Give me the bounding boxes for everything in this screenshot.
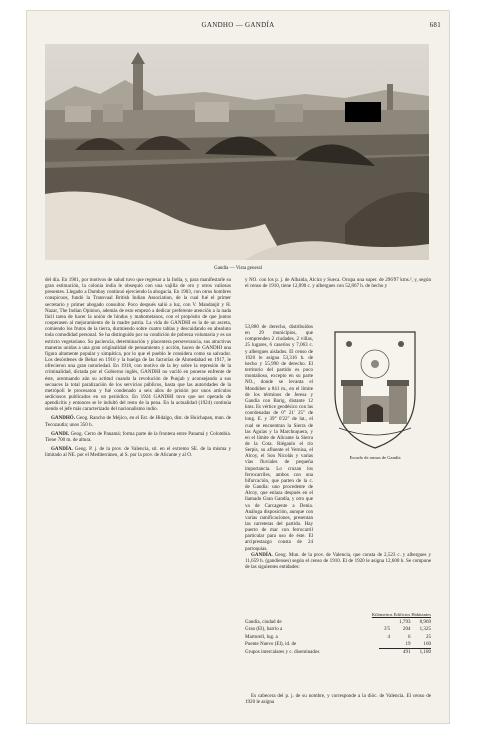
- entity-habitantes: 1,180: [411, 649, 432, 657]
- entry-gandia-partido-term: GANDÍA.: [51, 446, 73, 453]
- table-row: [245, 634, 431, 641]
- gandia-photo: [45, 44, 429, 260]
- entity-edificios: 19: [405, 640, 411, 647]
- entry-gandho-term: GANDHÓ.: [51, 415, 75, 422]
- table-row: [245, 649, 431, 657]
- entry-gandia-municipio-term: GANDÍA.: [251, 552, 273, 558]
- table-row: [245, 641, 431, 649]
- coat-of-arms-caption: Escudo de armas de Gandía: [349, 455, 401, 460]
- gandhi-biography-text: del día. En 1901, por motivos de salud tuvo que regresar a la India, y, para manifestarle su gran estimación, la colonia india le obsequió con una vajilla de oro y otros valiosos presentes. Llegado a Dumbay continuó ejerciendo la abogacía. En 1903, con otros hombres conspicuos, fundó la Transvaal British Indian Association, de la cual fué el primer secretario y primer abogado consultor. Poco después salió a luz, con V. Mandanjit y H. Nazar, The Indian Opinion, además de esto empezó a dedicar preferente atención a la nada fácil tarea de hacer la unión de hindus y mahometanos, con el propósito de que juntos cooperasen al mejoramiento de la madre patria. La vida de GANDHI es la de un asceta, comiendo los frutos de la tierra, durmiendo sobre cuatro tablas y descuidando en absoluto toda comodidad personal. Se ha distinguido por su condición de pobreza voluntaria y es un estricto vegetariano. Su paciencia, determinación y placentera perseverancia, sus atractivas maneras unidas a una gran originalidad de pensamiento y acción, hacen de GANDHI una figura altamente popular y simpática, por lo que el pueblo le considera como su salvador. Los desórdenes de Behar en 1916 y la huelga de las factorías de Ahmedabad en 1917, le ofrecieron una gran notoriedad. En 1918, con motivo de la ley sobre la represión de la criminalidad, dictada por el Gobierno inglés, GANDHI no vaciló en ponerse enfrente de éste, acentuando aún su actitud cuando la revolución de Punjab y aconsejando a sus secuaces la total paralización de los servicios públicos, hasta que las autoridades de la metrópoli le procesaron y fué condenado a seis años de prisión por unos artículos sediciosos publicados en un periódico. En 1924 GANDHI tuvo que ser operado de apendicitis y entonces se le indultó del resto de la pena. En la actualidad (1924) continúa siendo el jefe más caracterizado del nacionalismo indio.: [45, 277, 231, 413]
- gandia-photo-drawing: [45, 44, 429, 260]
- entity-name: Grao (El), barrio a: [245, 626, 283, 633]
- entity-edificios: 491: [390, 649, 410, 657]
- entity-edificios: 1,793: [399, 619, 411, 626]
- entity-name: Martorell, lug. a: [245, 633, 278, 640]
- coat-of-arms-icon: [319, 324, 431, 452]
- entry-gandho: [45, 415, 231, 427]
- entity-edificios: 204: [402, 626, 411, 633]
- entity-km: [379, 649, 390, 657]
- entry-gandi-text: Geog. Cerro de Panamá; forma parte de la frontera entre Panamá y Colombia. Tiene 700 m. de altura.: [45, 430, 231, 443]
- entry-gandia-municipio: [245, 552, 431, 570]
- entities-table: [245, 611, 431, 656]
- column-right-top: [245, 277, 431, 289]
- entity-km: 4: [387, 633, 391, 640]
- entry-gandia-partido: [45, 446, 231, 458]
- entity-edificios: 6: [407, 633, 411, 640]
- header-title: GANDHO — GANDÍA: [201, 21, 275, 29]
- page-number: 681: [429, 21, 441, 29]
- entities-table-body: [245, 619, 431, 656]
- running-header: [27, 21, 449, 33]
- column-right-bottom: [245, 693, 431, 705]
- entry-gandi: [45, 431, 231, 443]
- entity-km: [379, 641, 390, 649]
- entry-gandia-municipio-text: Geog. Mun. de la prov. de Valencia, que consta de 2,523 c. y albergues y 11,659 h. (gandienses) según el censo de 1910. El de 1920 le asigna 12,600 h. Se compone de las siguientes entidades:: [245, 552, 431, 571]
- column-left: [45, 277, 231, 458]
- table-row: [245, 626, 431, 633]
- entity-name: Puente Nuevo (El), id. de: [245, 641, 297, 648]
- book-page: [26, 10, 450, 724]
- entity-km: [379, 619, 390, 626]
- entity-habitantes: 1,325: [419, 626, 431, 633]
- entry-gandho-text: Geog. Rancho de Méjico, en el Est. de Hidalgo, dist. de Huichapan, mun. de Tecozautla; unos 350 h.: [45, 415, 232, 428]
- municipio-closing-text: Es cabecera del p. j. de su nombre, y corresponde a la dióc. de Valencia. El censo de 1920 le asigna: [245, 693, 431, 706]
- entry-gandi-term: GANDI.: [51, 430, 70, 437]
- photo-caption: Gandía — Vista general: [213, 266, 263, 271]
- entity-name: Gandía, ciudad de: [245, 619, 282, 626]
- partido-text-continued: 53,880 de derecho, distribuídos en 29 municipios, que comprenden 2 ciudades, 2 villas, 25 lugares, 6 caseríos y 7,063 c. y albergues aislados. El censo de 1920 le asigna 53,316 h. de hecho y 55,990 de derecho. El territorio del partido es poco montañoso, excepto en su parte NO., donde se levanta el Mondúber a 841 m., en el límite de los términos de Jeresa y Gandía con Barig, distante 12 kms. Es vértice geodésico con las coordenadas de 0° 21' 25" de long. E. y 39° 0'22" de lat., el cual se encuentran la Sierra de las Aguias y la Marchuquera, y en el límite de Alicante la Sierra de la Cota. Riéganlo el río Serpis, su afluente el Vernisa, el Alcoy, el Son Nicolás y varias vías fluviales de pequeña importancia. Lo cruzan los ferrocarriles, ambos con una bifurcación, que parten de la c. de Gandía: uno procedente de Alcoy, que enlaza después en el llamado Gran Gandía, y otro que va de Carcagente a Denia. Análoga disposición, aunque con varias ramificaciones, presentan las carreteras del partido. Hay puerto de mar con ferrocarril particular para uso de éste. El arciprestazgo consta de 24 parroquias.: [245, 324, 313, 552]
- partido-text-top: y NO. con los p. j. de Albaida, Alcira y Sueca. Ocupa una super. de 296'97 kms.², y, según el censo de 1910, tiene 12,890 c. y albergues con 52,867 h. de hecho y: [245, 277, 431, 290]
- entity-habitantes: 160: [423, 640, 431, 647]
- entity-habitantes: 25: [425, 633, 431, 640]
- entry-gandia-partido-text: Geog. P. j. de la prov. de Valencia, sit. en el extremo SE. de la misma y limitado al NE. por el Mediterráneo, al S. por la prov. de Alicante y al O.: [45, 446, 231, 459]
- entities-table-header: Kilómetros Edificios Habitantes: [371, 612, 431, 617]
- entity-km: 3'5: [384, 626, 391, 633]
- entity-name: Grupos intercalares y c. diseminados: [245, 648, 320, 655]
- column-right-beside-shield: [245, 324, 313, 552]
- entity-habitantes: 8,969: [419, 619, 431, 626]
- column-right-entry: [245, 552, 431, 570]
